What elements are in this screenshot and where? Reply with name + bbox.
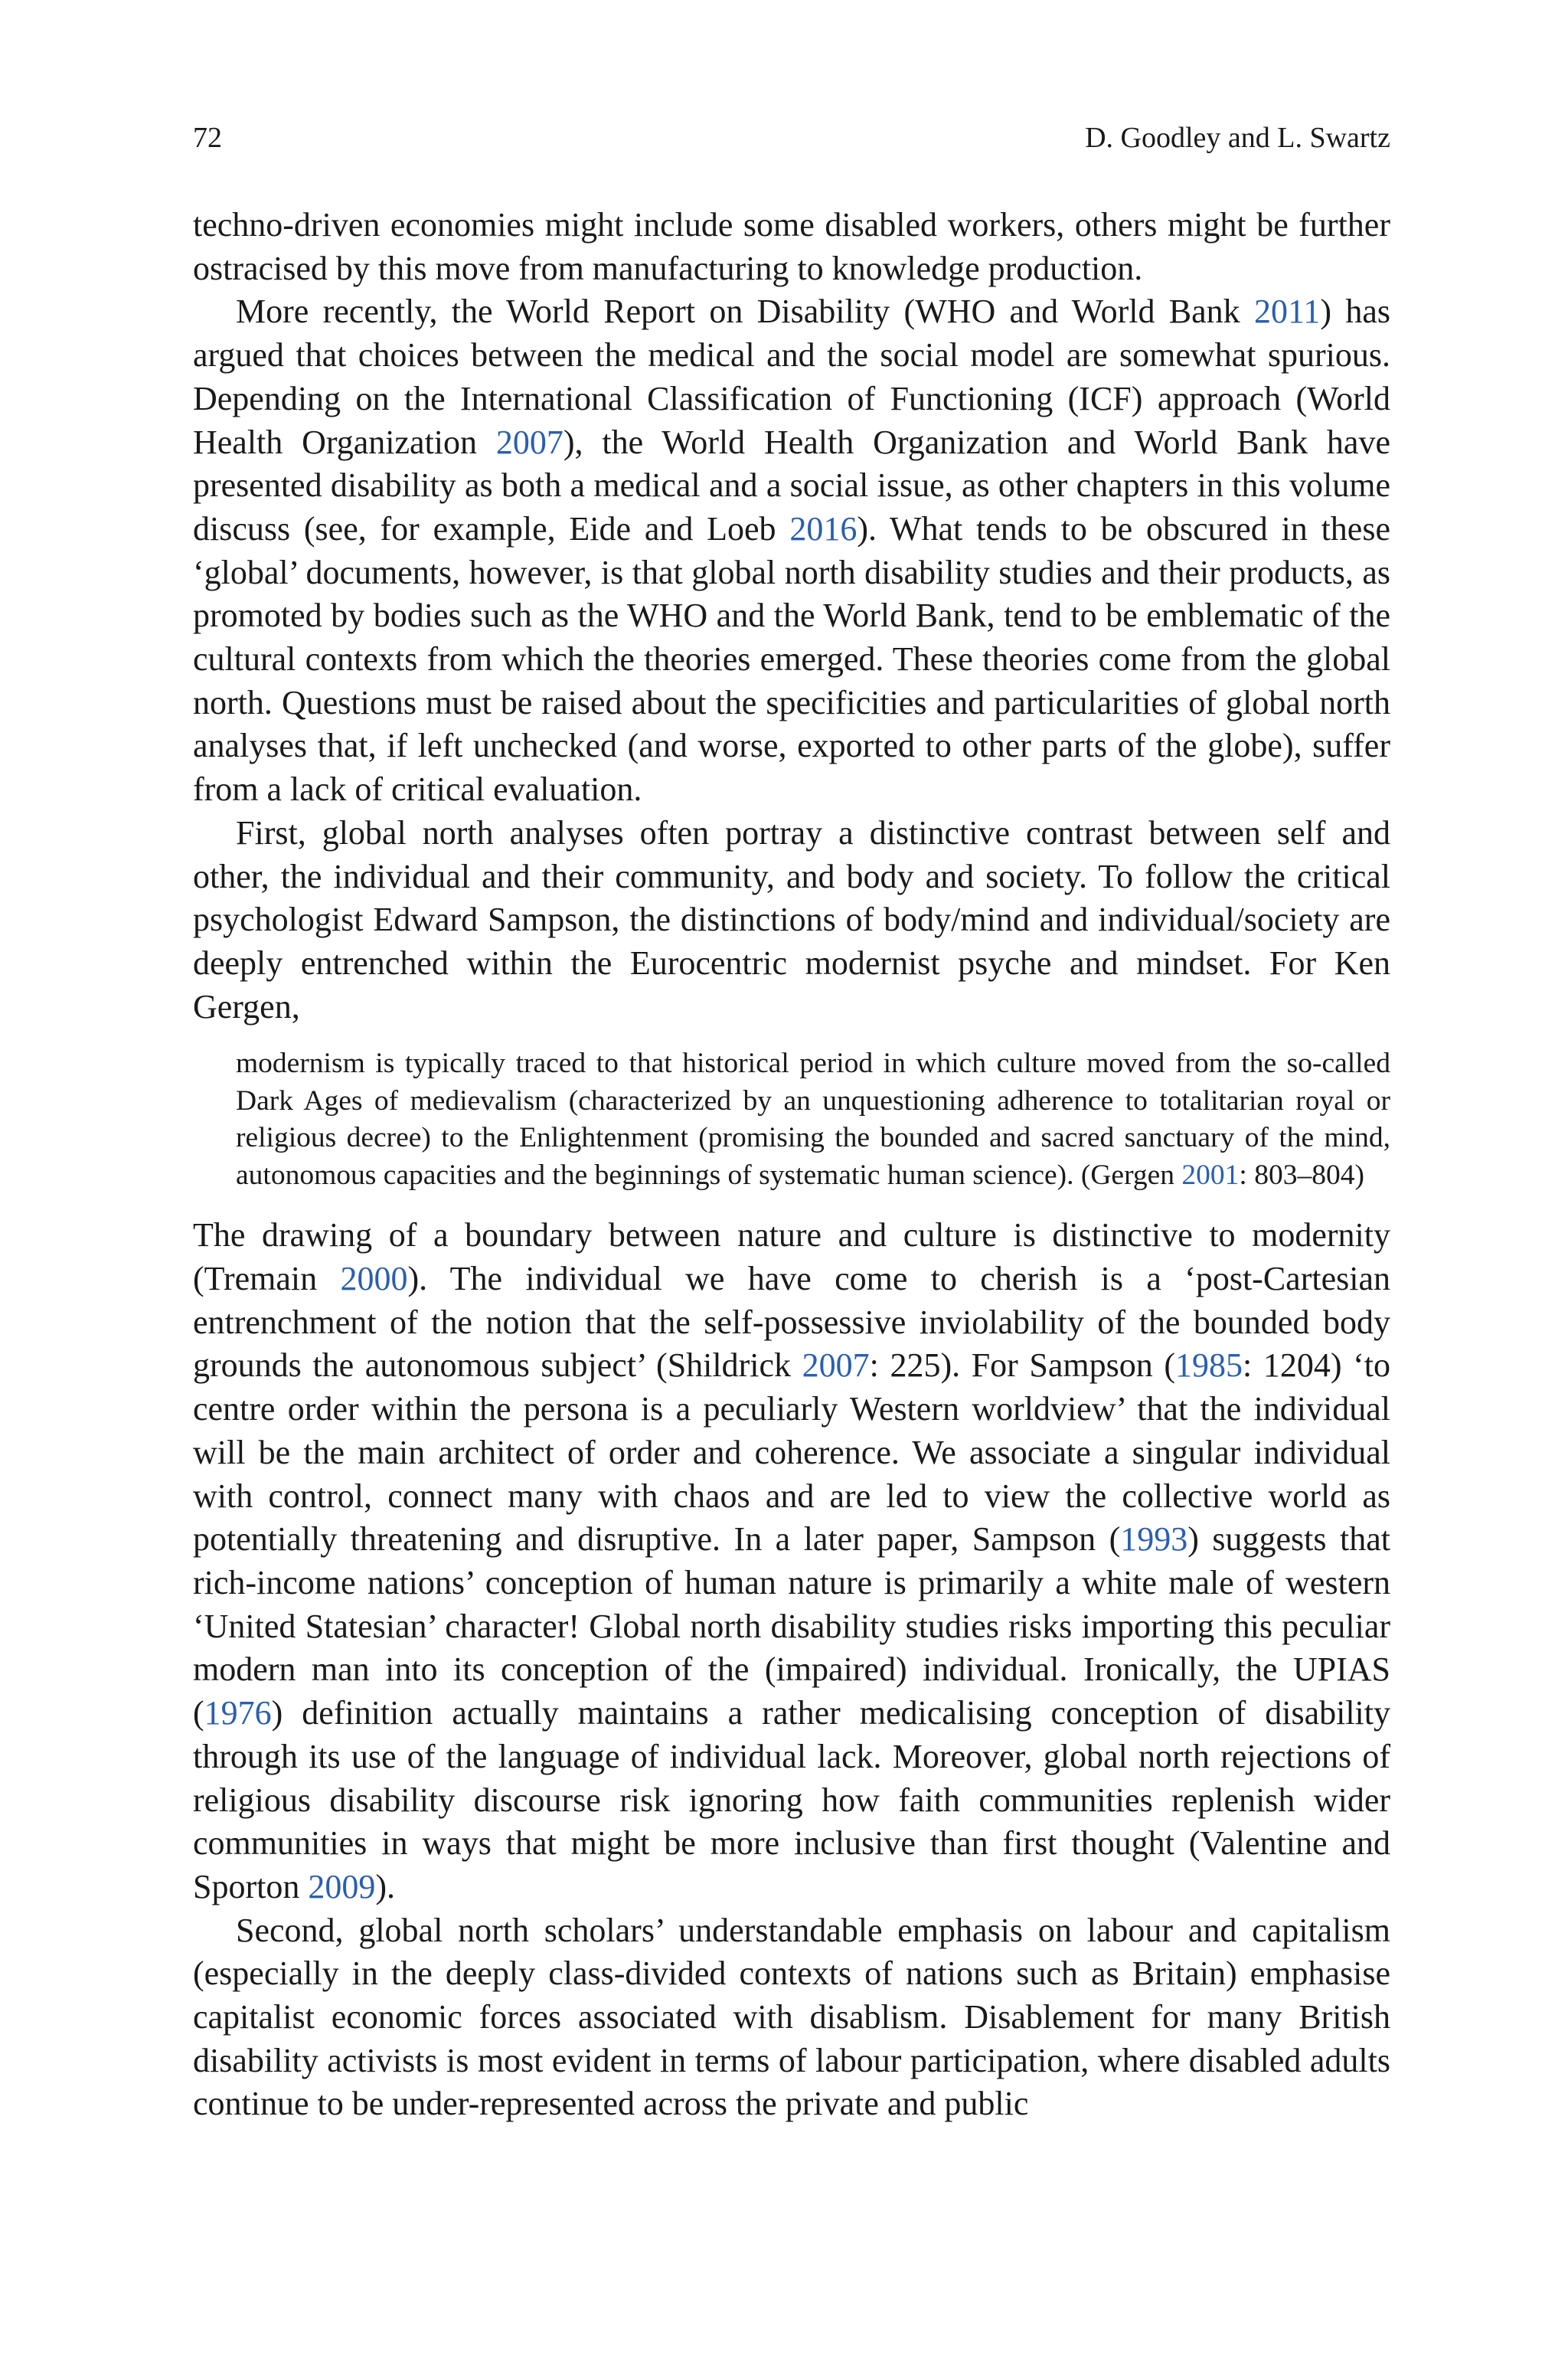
text-run: : 225). For Sampson ( bbox=[869, 1346, 1176, 1385]
text-run: More recently, the World Report on Disability (WHO and World Bank bbox=[236, 293, 1254, 331]
block-quote-gergen bbox=[236, 1045, 1390, 1194]
running-head-authors: D. Goodley and L. Swartz bbox=[1085, 122, 1390, 154]
body-text bbox=[193, 204, 1390, 2126]
text-run: ). bbox=[375, 1867, 396, 1905]
citation-link-2000[interactable]: 2000 bbox=[340, 1260, 408, 1298]
text-run: ). The individual we have come to cherish is a ‘post-Cartesian entrenchment of the notion that the self-possessive inviolability of the bounded body grounds the autonomous subject’ (Shildrick bbox=[193, 1260, 1390, 1385]
text-run: : 1204) ‘to centre order within the persona is a peculiarly Western worldview’ that the individual will be the main architect of order and coherence. We associate a singular individual with control, connect many with chaos and are led to view the collective world as potentially threatening and disruptive. In a later paper, Sampson ( bbox=[193, 1346, 1390, 1559]
text-run: modernism is typically traced to that historical period in which culture moved from the so-called Dark Ages of medievalism (characterized by an unquestioning adherence to totalitarian royal or religious decree) to the Enlightenment (promising the bounded and sacred sanctuary of the mind, autonomous capacities and the beginnings of systematic human science). (Gergen bbox=[236, 1048, 1390, 1191]
paragraph-world-report bbox=[193, 290, 1390, 811]
text-run: ) definition actually maintains a rather medicalising conception of disability through its use of the language of individual lack. Moreover, global north rejections of religious disability discourse risk ignoring how faith communities replenish wider communities in ways that might be more inclusive than first thought (Valentine and Sporton bbox=[193, 1694, 1390, 1905]
page-number: 72 bbox=[193, 122, 222, 154]
text-run: The drawing of a boundary between nature and culture is distinctive to modernity (Tremain bbox=[193, 1216, 1390, 1298]
citation-link-2009[interactable]: 2009 bbox=[308, 1867, 376, 1905]
text-run: ), the World Health Organization and World Bank have presented disability as both a medical and a social issue, as other chapters in this volume discuss (see, for example, Eide and Loeb bbox=[193, 423, 1390, 548]
running-head bbox=[193, 115, 1390, 161]
citation-link-2016[interactable]: 2016 bbox=[789, 509, 858, 548]
text-run: : 803–804) bbox=[1239, 1159, 1364, 1191]
citation-link-1985[interactable]: 1985 bbox=[1175, 1346, 1243, 1385]
citation-link-2007-shildrick[interactable]: 2007 bbox=[802, 1346, 870, 1385]
citation-link-1993[interactable]: 1993 bbox=[1120, 1520, 1188, 1559]
citation-link-2011[interactable]: 2011 bbox=[1254, 293, 1321, 331]
text-run: First, global north analyses often portray a distinctive contrast between self and other, the individual and their community, and body and society. To follow the critical psychologist Edward Sampson, the distinctions of body/mind and individual/society are deeply entrenched within the Eurocentric modernist psyche and mindset. For Ken Gergen, bbox=[193, 813, 1390, 1025]
text-run: Second, global north scholars’ understandable emphasis on labour and capitalism (especially in the deeply class-divided contexts of nations such as Britain) emphasise capitalist economic forces associated with disablism. Disablement for many British disability activists is most evident in terms of labour participation, where disabled adults continue to be under-represented across the private and public bbox=[193, 1911, 1390, 2123]
paragraph-continuation bbox=[193, 204, 1390, 290]
text-run: ) has argued that choices between the medical and the social model are somewhat spurious. Depending on the International Classification of Functioning (ICF) approach (World Health Organization bbox=[193, 293, 1390, 461]
citation-link-2007[interactable]: 2007 bbox=[495, 423, 564, 461]
paragraph-second bbox=[193, 1909, 1390, 2127]
text-run: ). What tends to be obscured in these ‘global’ documents, however, is that global north disability studies and their products, as promoted by bodies such as the WHO and the World Bank, tend to be emblematic of the cultural contexts from which the theories emerged. These theories come from the global north. Questions must be raised about the specificities and particularities of global north analyses that, if left unchecked (and worse, exported to other parts of the globe), suffer from a lack of critical evaluation. bbox=[193, 509, 1390, 809]
book-page bbox=[193, 115, 1390, 2126]
text-run: ) suggests that rich-income nations’ conception of human nature is primarily a white male of western ‘United Statesian’ character! Global north disability studies risks importing this peculiar modern man into its conception of the (impaired) individual. Ironically, the UPIAS ( bbox=[193, 1520, 1390, 1732]
citation-link-2001[interactable]: 2001 bbox=[1181, 1159, 1240, 1191]
paragraph-first bbox=[193, 812, 1390, 1029]
paragraph-boundary bbox=[193, 1214, 1390, 1909]
text-run: techno-driven economies might include some disabled workers, others might be further ostracised by this move from manufacturing to knowledge production. bbox=[193, 206, 1390, 287]
citation-link-1976[interactable]: 1976 bbox=[204, 1694, 272, 1732]
